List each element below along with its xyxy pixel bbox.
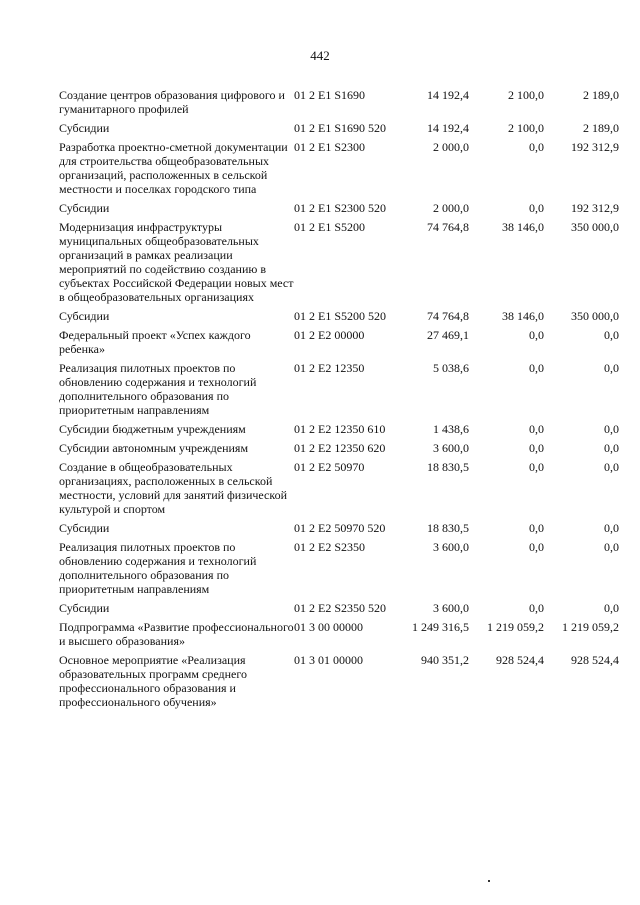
row-code: 01 3 01 00000: [294, 653, 363, 667]
row-value-2020: 3 600,0: [433, 441, 469, 455]
row-name: Субсидии автономным учреждениям: [59, 441, 249, 455]
row-name: Создание в общеобразовательных организациях, расположенных в сельской местности, условий для занятий физической культурой и спортом: [59, 460, 288, 516]
row-name: Субсидии: [59, 601, 110, 615]
budget-table: [59, 88, 619, 714]
stray-mark: [488, 880, 490, 882]
row-code: 01 3 00 00000: [294, 620, 363, 634]
row-code: 01 2 E1 S2300 520: [294, 201, 387, 215]
row-value-2022: 0,0: [604, 441, 619, 455]
row-name: Разработка проектно-сметной документации для строительства общеобразовательных организаций, расположенных в сельской местности и поселках городского типа: [59, 140, 288, 196]
row-code: 01 2 E1 S1690: [294, 88, 366, 102]
table-row: [59, 140, 619, 201]
row-name: Основное мероприятие «Реализация образовательных программ среднего профессионального образования и профессионального обучения»: [59, 653, 247, 709]
budget-table-body: [59, 88, 619, 714]
row-value-2022: 350 000,0: [571, 309, 619, 323]
row-value-2020: 27 469,1: [427, 328, 469, 342]
row-value-2022: 0,0: [604, 422, 619, 436]
row-value-2021: 0,0: [529, 441, 544, 455]
row-value-2021: 38 146,0: [502, 220, 544, 234]
table-row: [59, 121, 619, 140]
row-value-2022: 2 189,0: [583, 121, 619, 135]
row-value-2020: 1 249 316,5: [412, 620, 469, 634]
row-value-2020: 3 600,0: [433, 540, 469, 554]
row-code: 01 2 E1 S1690 520: [294, 121, 387, 135]
table-row: [59, 361, 619, 422]
row-name: Модернизация инфраструктуры муниципальных общеобразовательных организаций в рамках реализации мероприятий по содействию созданию в субъектах Российской Федерации новых мест в общеобразовательных организациях: [59, 220, 294, 304]
table-row: [59, 220, 619, 309]
row-value-2020: 940 351,2: [421, 653, 469, 667]
row-value-2021: 0,0: [529, 521, 544, 535]
row-value-2022: 0,0: [604, 328, 619, 342]
row-value-2021: 0,0: [529, 540, 544, 554]
row-code: 01 2 E2 12350 620: [294, 441, 386, 455]
row-value-2021: 38 146,0: [502, 309, 544, 323]
row-code: 01 2 E1 S5200: [294, 220, 366, 234]
row-value-2022: 192 312,9: [571, 140, 619, 154]
row-value-2020: 74 764,8: [427, 309, 469, 323]
row-name: Субсидии: [59, 309, 110, 323]
row-code: 01 2 E2 50970 520: [294, 521, 386, 535]
table-row: [59, 601, 619, 620]
row-value-2021: 0,0: [529, 361, 544, 375]
row-value-2020: 14 192,4: [427, 121, 469, 135]
row-value-2022: 192 312,9: [571, 201, 619, 215]
row-value-2021: 1 219 059,2: [487, 620, 544, 634]
row-value-2021: 928 524,4: [496, 653, 544, 667]
row-value-2020: 2 000,0: [433, 201, 469, 215]
row-value-2021: 2 100,0: [508, 88, 544, 102]
row-value-2020: 74 764,8: [427, 220, 469, 234]
table-row: [59, 328, 619, 361]
table-row: [59, 309, 619, 328]
row-code: 01 2 E2 00000: [294, 328, 365, 342]
table-row: [59, 441, 619, 460]
row-name: Создание центров образования цифрового и гуманитарного профилей: [59, 88, 285, 116]
row-value-2020: 14 192,4: [427, 88, 469, 102]
table-row: [59, 460, 619, 521]
row-value-2020: 18 830,5: [427, 521, 469, 535]
row-value-2022: 2 189,0: [583, 88, 619, 102]
table-row: [59, 540, 619, 601]
row-value-2021: 0,0: [529, 601, 544, 615]
row-value-2021: 0,0: [529, 422, 544, 436]
row-value-2020: 3 600,0: [433, 601, 469, 615]
row-code: 01 2 E2 S2350: [294, 540, 366, 554]
row-value-2022: 1 219 059,2: [562, 620, 619, 634]
row-name: Реализация пилотных проектов по обновлению содержания и технологий дополнительного образования по приоритетным направлениям: [59, 540, 257, 596]
row-code: 01 2 E1 S2300: [294, 140, 366, 154]
row-value-2022: 0,0: [604, 460, 619, 474]
row-name: Подпрограмма «Развитие профессионального и высшего образования»: [59, 620, 294, 648]
row-value-2022: 350 000,0: [571, 220, 619, 234]
row-value-2021: 2 100,0: [508, 121, 544, 135]
row-name: Субсидии: [59, 121, 110, 135]
row-name: Субсидии: [59, 521, 110, 535]
table-row: [59, 88, 619, 121]
row-value-2022: 0,0: [604, 521, 619, 535]
row-code: 01 2 E2 S2350 520: [294, 601, 387, 615]
row-code: 01 2 E2 50970: [294, 460, 365, 474]
table-row: [59, 422, 619, 441]
row-name: Субсидии бюджетным учреждениям: [59, 422, 246, 436]
row-value-2020: 1 438,6: [433, 422, 469, 436]
row-value-2021: 0,0: [529, 201, 544, 215]
table-row: [59, 653, 619, 714]
table-row: [59, 521, 619, 540]
row-name: Федеральный проект «Успех каждого ребенка»: [59, 328, 251, 356]
table-row: [59, 620, 619, 653]
table-row: [59, 201, 619, 220]
row-value-2022: 0,0: [604, 601, 619, 615]
row-value-2021: 0,0: [529, 460, 544, 474]
row-name: Субсидии: [59, 201, 110, 215]
row-value-2022: 0,0: [604, 361, 619, 375]
row-name: Реализация пилотных проектов по обновлению содержания и технологий дополнительного образования по приоритетным направлениям: [59, 361, 257, 417]
row-value-2021: 0,0: [529, 140, 544, 154]
row-value-2022: 928 524,4: [571, 653, 619, 667]
page-number: 442: [310, 48, 330, 63]
row-code: 01 2 E2 12350 610: [294, 422, 386, 436]
row-code: 01 2 E2 12350: [294, 361, 365, 375]
row-value-2022: 0,0: [604, 540, 619, 554]
row-value-2020: 2 000,0: [433, 140, 469, 154]
row-code: 01 2 E1 S5200 520: [294, 309, 387, 323]
row-value-2021: 0,0: [529, 328, 544, 342]
row-value-2020: 5 038,6: [433, 361, 469, 375]
row-value-2020: 18 830,5: [427, 460, 469, 474]
